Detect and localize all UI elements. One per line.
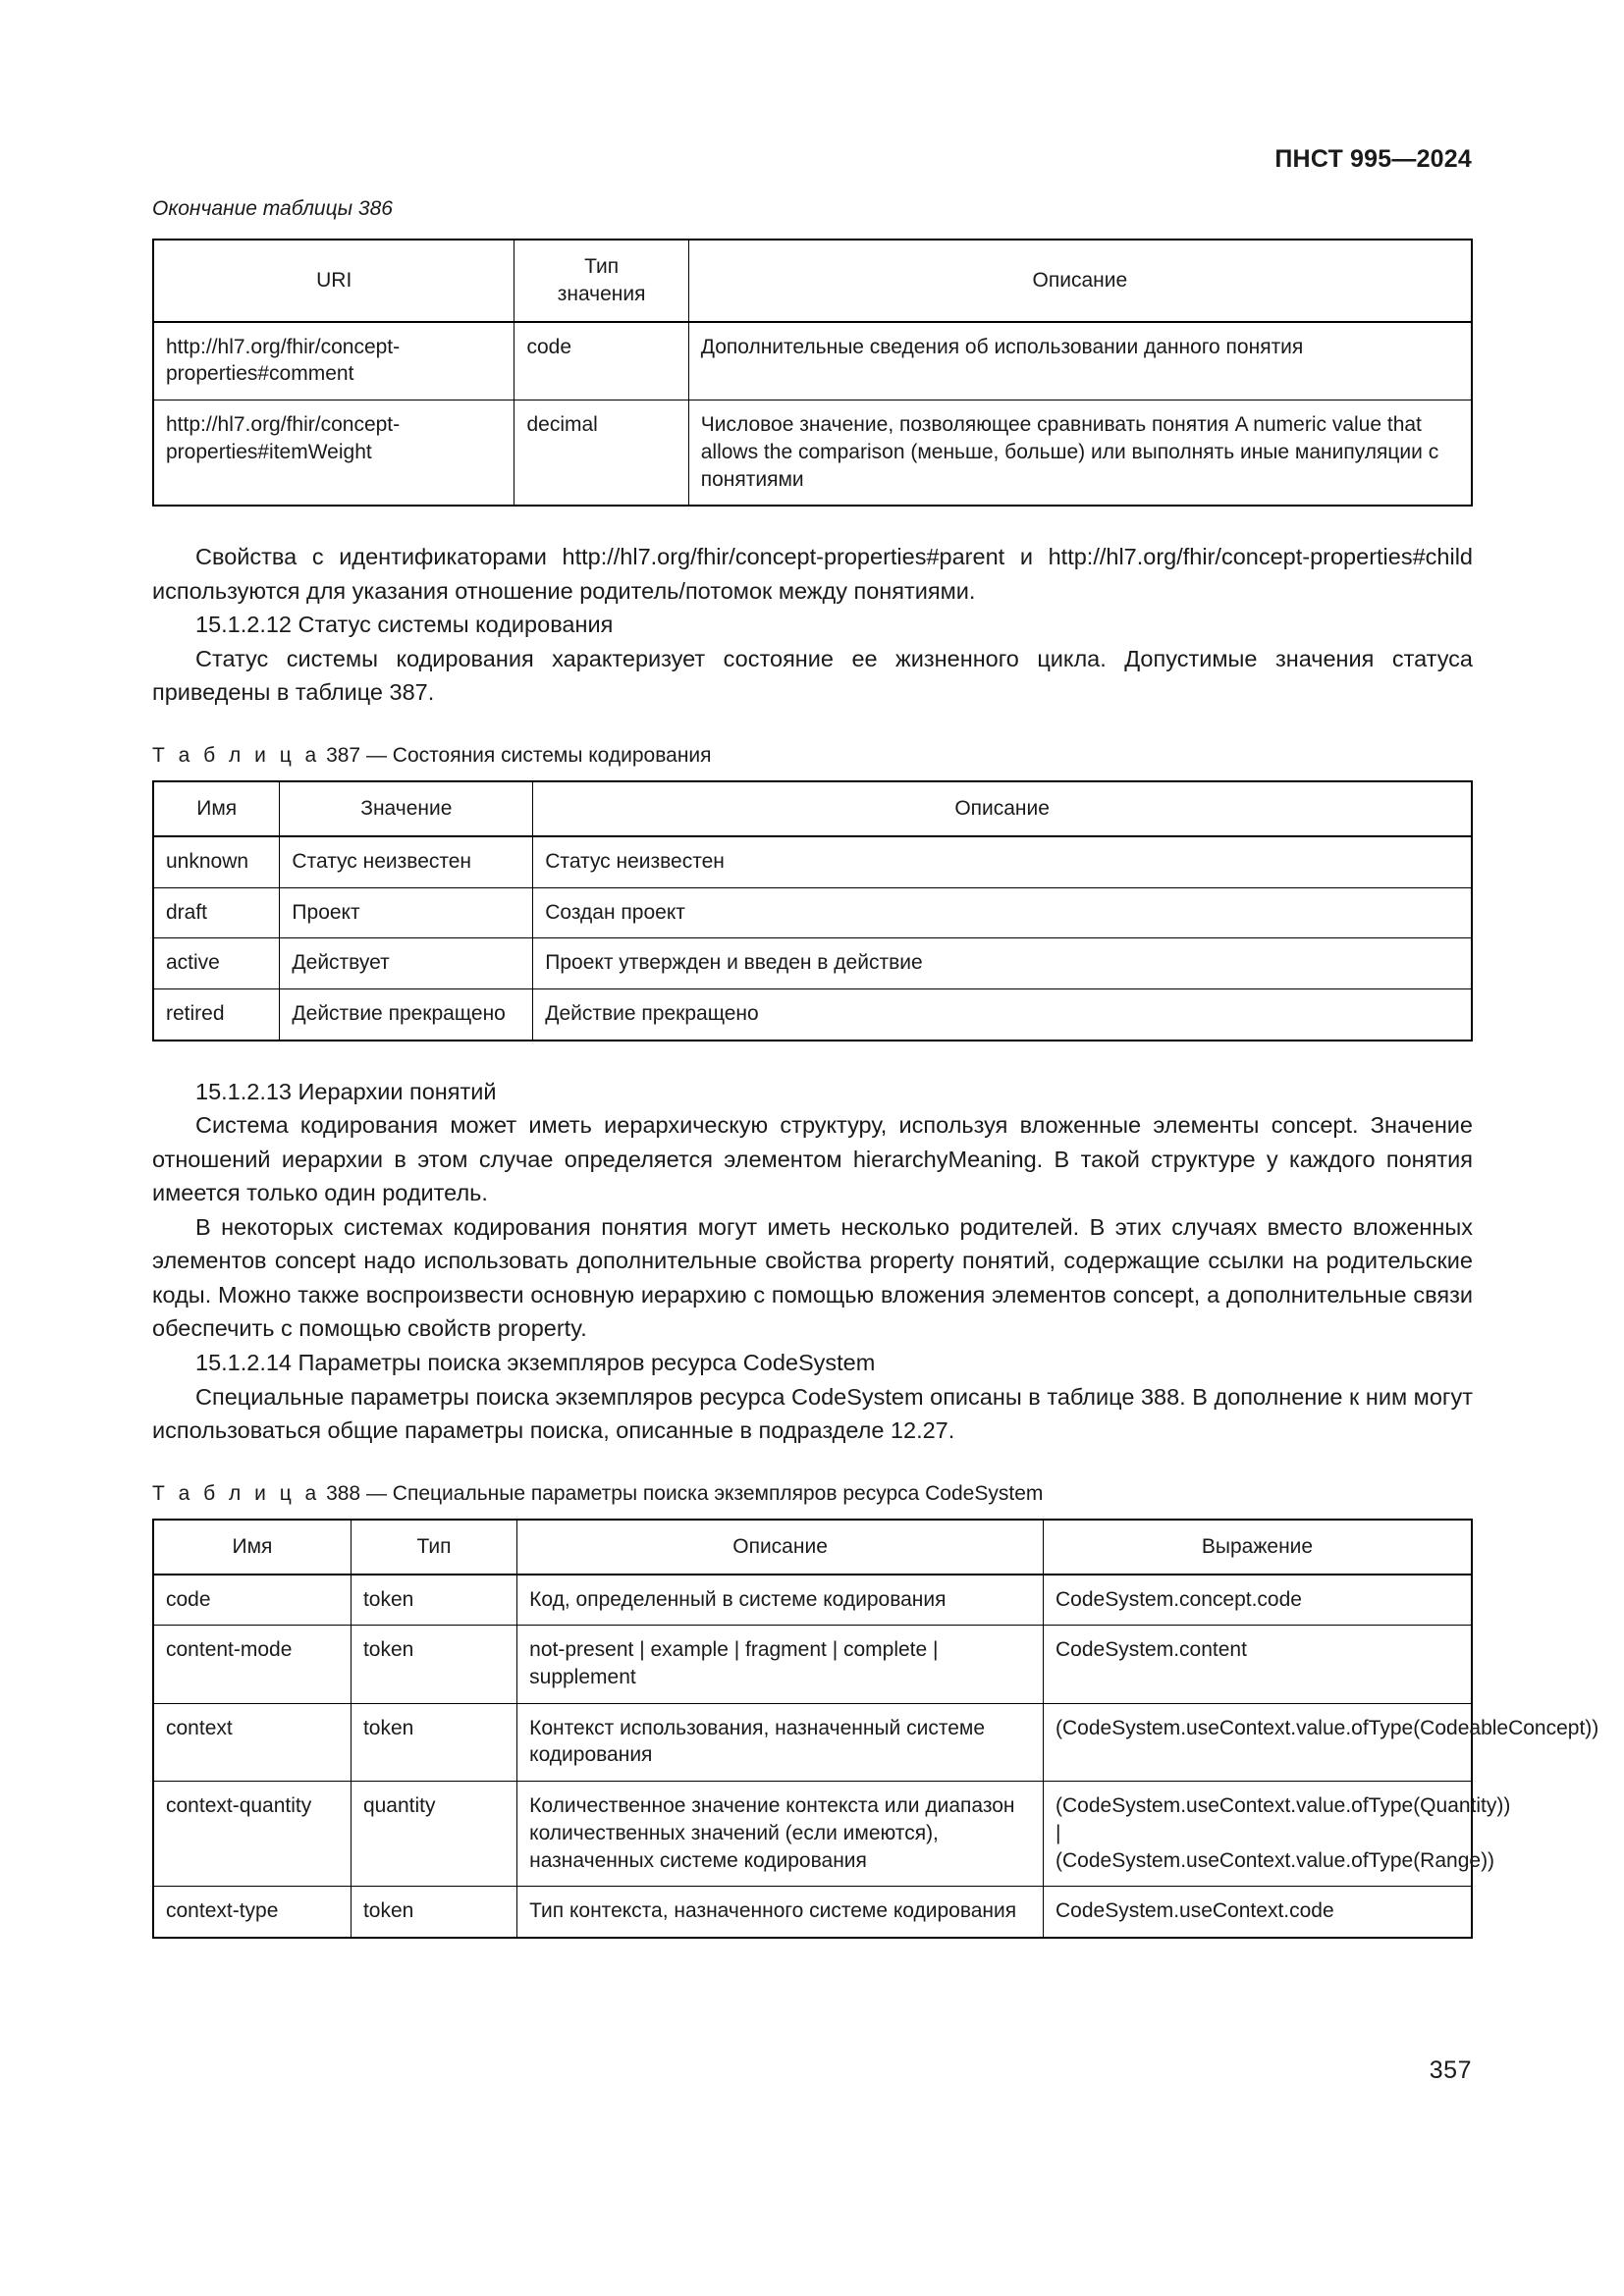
paragraph-15-1-2-12: Статус системы кодирования характеризует состояние ее жизненного цикла. Допустимые значения статуса приведены в таблице 387.: [152, 645, 1473, 706]
table-row: [153, 1887, 1472, 1938]
table-388-cell-description: Количественное значение контекста или диапазон количественных значений (если имеются), назначенных системе кодирования: [517, 1782, 1044, 1887]
table-386-cell-type: decimal: [514, 400, 688, 507]
table-386-col-value-type-line1: Тип: [584, 255, 620, 279]
table-388-cell-type: token: [351, 1575, 516, 1626]
table-387-col-value: Значение: [280, 781, 533, 836]
table-388-header-row: [153, 1520, 1472, 1575]
heading-15-1-2-12: 15.1.2.12 Статус системы кодирования: [195, 612, 614, 638]
heading-15-1-2-14: 15.1.2.14 Параметры поиска экземпляров ресурса CodeSystem: [195, 1349, 876, 1375]
table-388-cell-expression: (CodeSystem.useContext.value.ofType(Quantity)) | (CodeSystem.useContext.value.ofType(Range)): [1044, 1782, 1473, 1887]
table-388-col-name: Имя: [153, 1520, 351, 1575]
table-388-cell-expression: CodeSystem.concept.code: [1044, 1575, 1473, 1626]
table-row: [153, 1782, 1472, 1887]
table-387-caption: [152, 743, 1473, 769]
table-387-cell-value: Проект: [280, 887, 533, 938]
page-number: 357: [1429, 2056, 1472, 2084]
table-388-cell-type: token: [351, 1703, 516, 1781]
table-387-caption-rest: 387 — Состояния системы кодирования: [326, 743, 712, 767]
table-388-cell-type: token: [351, 1626, 516, 1703]
table-388-cell-name: content-mode: [153, 1626, 351, 1703]
table-row: [153, 989, 1472, 1041]
table-388-cell-expression: CodeSystem.content: [1044, 1626, 1473, 1703]
table-386-continuation-label: Окончание таблицы 386: [152, 197, 393, 220]
table-387-col-description: Описание: [533, 781, 1472, 836]
table-387-cell-value: Действие прекращено: [280, 989, 533, 1041]
table-386-col-value-type-line2: значения: [557, 282, 646, 305]
table-388-cell-name: context: [153, 1703, 351, 1781]
table-388-cell-type: quantity: [351, 1782, 516, 1887]
table-388-cell-name: context-type: [153, 1887, 351, 1938]
heading-15-1-2-13: 15.1.2.13 Иерархии понятий: [195, 1078, 497, 1104]
table-388-col-description: Описание: [517, 1520, 1044, 1575]
table-388-cell-name: code: [153, 1575, 351, 1626]
table-387-cell-name: draft: [153, 887, 280, 938]
table-388-cell-description: Контекст использования, назначенный системе кодирования: [517, 1703, 1044, 1781]
table-387-cell-description: Создан проект: [533, 887, 1472, 938]
table-387-cell-description: Действие прекращено: [533, 989, 1472, 1041]
table-388-caption-word: Т а б л и ц а: [152, 1481, 321, 1505]
table-387-cell-name: retired: [153, 989, 280, 1041]
table-388: [152, 1519, 1599, 1939]
table-386-cell-description: Дополнительные сведения об использовании данного понятия: [688, 322, 1472, 400]
paragraph-15-1-2-14: Специальные параметры поиска экземпляров ресурса CodeSystem описаны в таблице 388. В дополнение к ним могут использоваться общие параметры поиска, описанные в подразделе 12.27.: [152, 1383, 1473, 1444]
table-387-cell-description: Проект утвержден и введен в действие: [533, 938, 1472, 989]
table-386-col-uri: URI: [153, 240, 514, 321]
table-row: [153, 1626, 1472, 1703]
table-387: [152, 780, 1473, 1041]
table-387-cell-name: active: [153, 938, 280, 989]
table-388-cell-expression: CodeSystem.useContext.code: [1044, 1887, 1473, 1938]
table-388-cell-description: not-present | example | fragment | complete | supplement: [517, 1626, 1044, 1703]
table-row: [153, 1575, 1472, 1626]
table-386-cell-uri: http://hl7.org/fhir/concept-properties#itemWeight: [153, 400, 514, 507]
table-387-cell-description: Статус неизвестен: [533, 836, 1472, 887]
table-388-cell-description: Тип контекста, назначенного системе кодирования: [517, 1887, 1044, 1938]
table-386-cell-description: Числовое значение, позволяющее сравнивать понятия A numeric value that allows the comparison (меньше, больше) или выполнять иные манипуляции с понятиями: [688, 400, 1472, 507]
table-386-header-row: [153, 240, 1472, 321]
table-row: [153, 887, 1472, 938]
table-388-cell-name: context-quantity: [153, 1782, 351, 1887]
page-header-standard-id: ПНСТ 995—2024: [1274, 145, 1472, 173]
table-386-cell-type: code: [514, 322, 688, 400]
table-388-cell-type: token: [351, 1887, 516, 1938]
table-row: [153, 1703, 1472, 1781]
table-387-cell-name: unknown: [153, 836, 280, 887]
table-388-caption-rest: 388 — Специальные параметры поиска экземпляров ресурса CodeSystem: [326, 1481, 1044, 1505]
table-386-col-value-type: [514, 240, 688, 321]
page-content: [152, 196, 1599, 1939]
table-386: [152, 239, 1473, 507]
table-387-caption-word: Т а б л и ц а: [152, 743, 321, 767]
paragraph-15-1-2-13-b: В некоторых системах кодирования понятия могут иметь несколько родителей. В этих случаях вместо вложенных элементов concept надо использовать дополнительные свойства property понятий, содержащие ссылки на родительские коды. Можно также воспроизвести основную иерархию с помощью вложения элементов concept, а дополнительные связи обеспечить с помощью свойств property.: [152, 1213, 1473, 1342]
table-387-header-row: [153, 781, 1472, 836]
table-row: [153, 836, 1472, 887]
table-386-col-description: Описание: [688, 240, 1472, 321]
table-387-col-name: Имя: [153, 781, 280, 836]
table-387-cell-value: Статус неизвестен: [280, 836, 533, 887]
paragraph-15-1-2-13-a: Система кодирования может иметь иерархическую структуру, используя вложенные элементы concept. Значение отношений иерархии в этом случае определяется элементом hierarchyMeaning. В такой структуре у каждого понятия имеется только один родитель.: [152, 1112, 1473, 1206]
table-row: [153, 400, 1472, 507]
table-388-cell-description: Код, определенный в системе кодирования: [517, 1575, 1044, 1626]
table-row: [153, 322, 1472, 400]
table-388-cell-expression: (CodeSystem.useContext.value.ofType(CodeableConcept)): [1044, 1703, 1473, 1781]
paragraph-after-table-386: Свойства с идентификаторами http://hl7.org/fhir/concept-properties#parent и http://hl7.org/fhir/concept-properties#child используются для указания отношение родитель/потомок между понятиями.: [152, 544, 1473, 604]
table-388-col-expression: Выражение: [1044, 1520, 1473, 1575]
table-row: [153, 938, 1472, 989]
table-387-cell-value: Действует: [280, 938, 533, 989]
table-386-cell-uri: http://hl7.org/fhir/concept-properties#comment: [153, 322, 514, 400]
table-388-col-type: Тип: [351, 1520, 516, 1575]
table-388-caption: [152, 1481, 1473, 1507]
